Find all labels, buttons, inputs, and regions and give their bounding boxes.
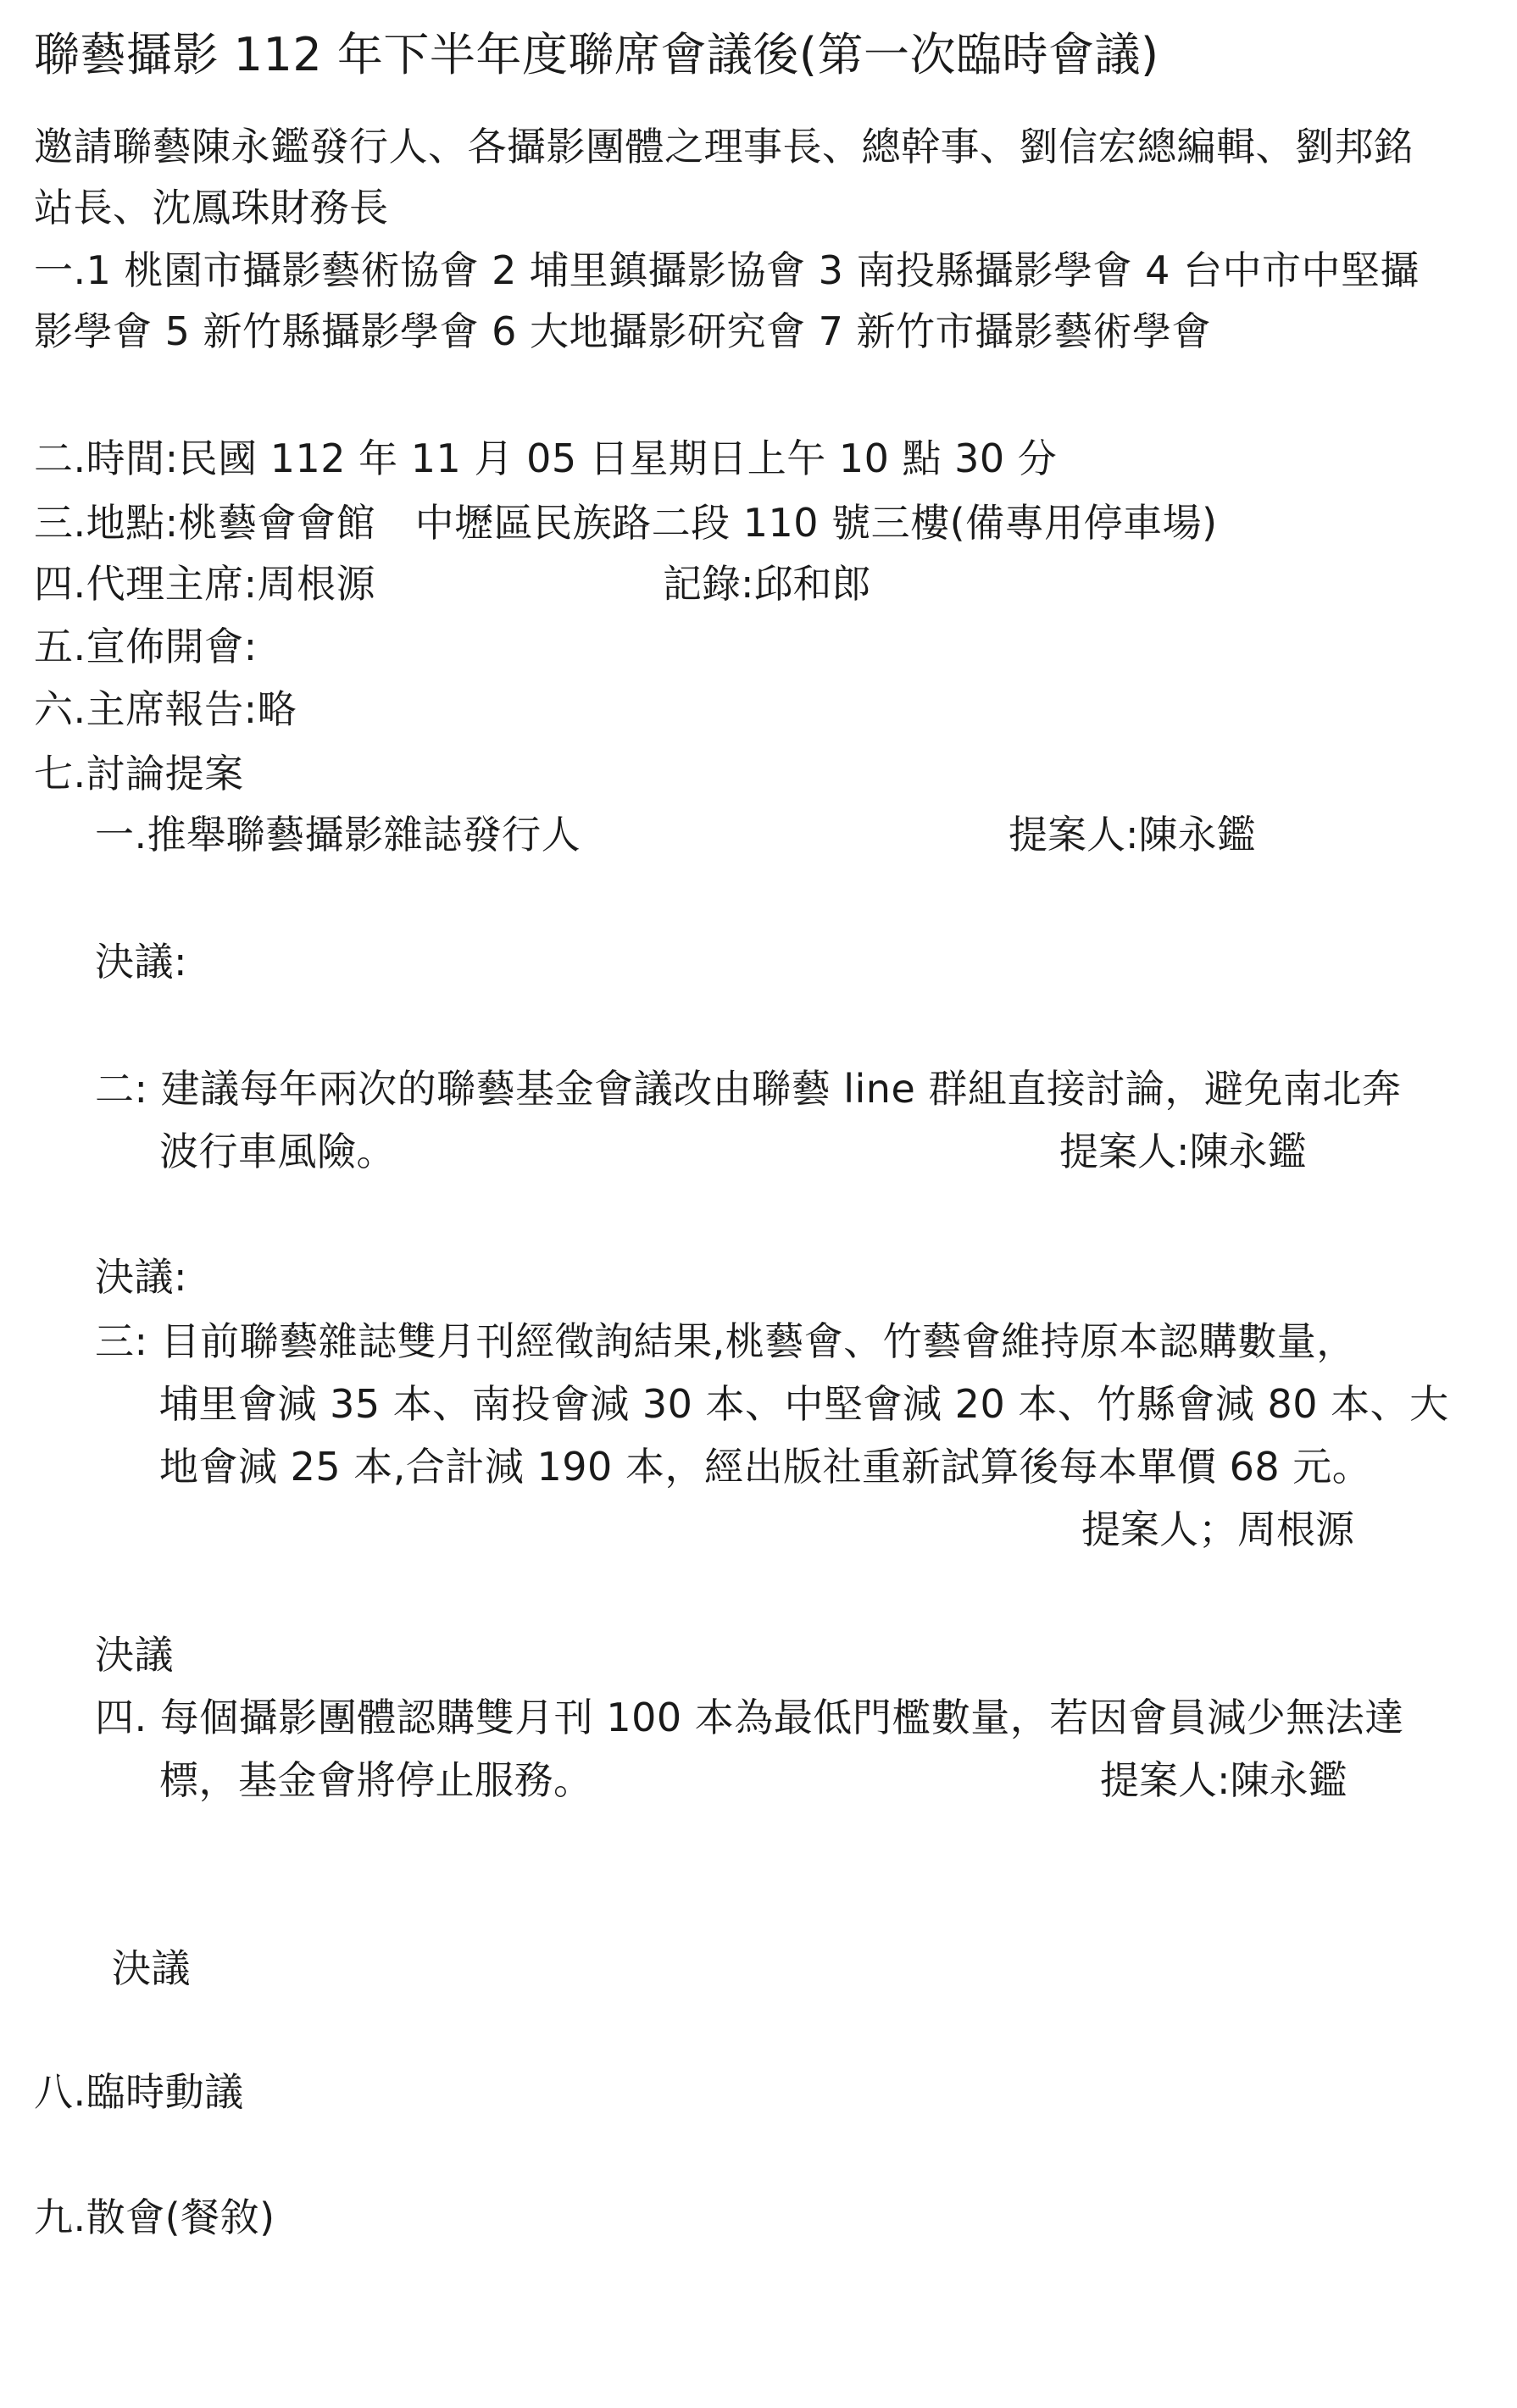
acting-chair: 四.代理主席:周根源 <box>34 561 376 607</box>
adjournment: 九.散會(餐敘) <box>34 2194 275 2240</box>
organizations-line-1: 一.1 桃園市攝影藝術協會 2 埔里鎮攝影協會 3 南投縣攝影學會 4 台中市中堅攝 <box>34 247 1420 293</box>
chair-report: 六.主席報告:略 <box>34 686 297 732</box>
proposal-4-proposer: 提案人:陳永鑑 <box>1100 1757 1348 1803</box>
invite-line-2: 站長、沈鳳珠財務長 <box>34 185 389 230</box>
invite-line-1: 邀請聯藝陳永鑑發行人、各攝影團體之理事長、總幹事、劉信宏總編輯、劉邦銘 <box>34 124 1414 169</box>
opening-item: 五.宣佈開會: <box>34 624 258 669</box>
meeting-time: 二.時間:民國 112 年 11 月 05 日星期日上午 10 點 30 分 <box>34 436 1058 481</box>
proposal-2-proposer: 提案人:陳永鑑 <box>1059 1129 1307 1174</box>
proposal-3-resolution: 決議 <box>95 1632 174 1678</box>
proposal-2-resolution: 決議: <box>95 1254 187 1300</box>
proposal-4-text-line-2: 標，基金會將停止服務。 <box>159 1757 593 1803</box>
organizations-line-2: 影學會 5 新竹縣攝影學會 6 大地攝影研究會 7 新竹市攝影藝術學會 <box>34 308 1212 354</box>
proposal-2-text-line-2: 波行車風險。 <box>159 1129 396 1174</box>
extempore-motions: 八.臨時動議 <box>34 2069 244 2115</box>
discussion-heading: 七.討論提案 <box>34 751 244 796</box>
proposal-1-resolution: 決議: <box>95 939 187 985</box>
proposal-3-proposer: 提案人；周根源 <box>1081 1506 1354 1552</box>
document-title: 聯藝攝影 112 年下半年度聯席會議後(第一次臨時會議) <box>34 28 1159 81</box>
proposal-1-text: 一.推舉聯藝攝影雜誌發行人 <box>95 812 581 857</box>
meeting-place: 三.地點:桃藝會會館 中壢區民族路二段 110 號三樓(備專用停車場) <box>34 500 1218 546</box>
recorder: 記錄:邱和郎 <box>663 561 871 607</box>
proposal-4-text-line-1: 四. 每個攝影團體認購雙月刊 100 本為最低門檻數量，若因會員減少無法達 <box>95 1695 1404 1740</box>
proposal-4-resolution: 決議 <box>112 1945 191 1991</box>
proposal-3-text-line-3: 地會減 25 本,合計減 190 本，經出版社重新試算後每本單價 68 元。 <box>159 1444 1372 1490</box>
proposal-3-text-line-2: 埔里會減 35 本、南投會減 30 本、中堅會減 20 本、竹縣會減 80 本、大 <box>159 1381 1449 1427</box>
proposal-1-proposer: 提案人:陳永鑑 <box>1009 812 1256 857</box>
proposal-3-text-line-1: 三: 目前聯藝雜誌雙月刊經徵詢結果,桃藝會、竹藝會維持原本認購數量， <box>95 1318 1356 1364</box>
proposal-2-text-line-1: 二: 建議每年兩次的聯藝基金會議改由聯藝 line 群組直接討論，避免南北奔 <box>95 1066 1402 1112</box>
